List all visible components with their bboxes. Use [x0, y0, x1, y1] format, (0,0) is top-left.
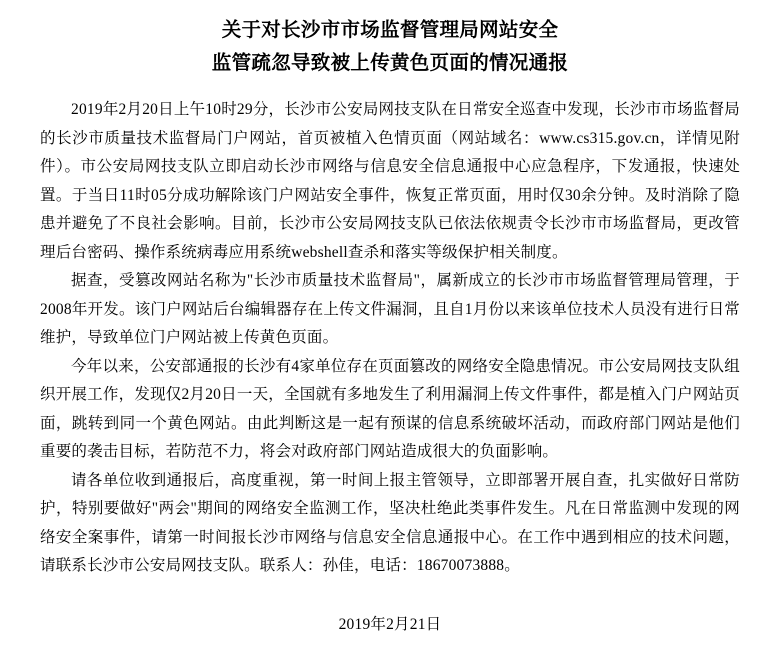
- paragraph-4: 请各单位收到通报后，高度重视，第一时间上报主管领导，立即部署开展自查，扎实做好日常防护，特别要做好"两会"期间的网络安全监测工作，坚决杜绝此类事件发生。凡在日常监测中发现的网络安全案事件，请第一时间报长沙市网络与信息安全信息通报中心。在工作中遇到相应的技术问题，请联系长沙市公安局网技支队。联系人：孙佳，电话：18670073888。: [40, 471, 740, 574]
- paragraph-2: 据查，受篡改网站名称为"长沙市质量技术监督局"，属新成立的长沙市市场监督管理局管理，于2008年开发。该门户网站后台编辑器存在上传文件漏洞，且自1月份以来该单位技术人员没有进行日常维护，导致单位门户网站被上传黄色页面。: [40, 272, 740, 346]
- page-title-line-2: 监管疏忽导致被上传黄色页面的情况通报: [211, 52, 569, 74]
- page-title-line-1: 关于对长沙市市场监督管理局网站安全: [221, 19, 559, 41]
- paragraph-3: 今年以来，公安部通报的长沙有4家单位存在页面篡改的网络安全隐患情况。市公安局网技支队组织开展工作，发现仅2月20日一天，全国就有多地发生了利用漏洞上传文件事件，都是植入门户网站页面，跳转到同一个黄色网站。由此判断这是一起有预谋的信息系统破坏活动，而政府部门网站是他们重要的袭击目标，若防范不力，将会对政府部门网站造成很大的负面影响。: [40, 357, 740, 460]
- document-date: 2019年2月21日: [338, 615, 442, 633]
- paragraph-1: 2019年2月20日上午10时29分，长沙市公安局网技支队在日常安全巡查中发现，长沙市市场监督局的长沙市质量技术监督局门户网站，首页被植入色情页面（网站域名：www.cs315.gov.cn，详情见附件）。市公安局网技支队立即启动长沙市网络与信息安全信息通报中心应急程序，下发通报，快速处置。于当日11时05分成功解除该门户网站安全事件，恢复正常页面，用时仅30余分钟。及时消除了隐患并避免了不良社会影响。目前，长沙市公安局网技支队已依法依规责令长沙市市场监督局，更改管理后台密码、操作系统病毒应用系统webshell查杀和落实等级保护相关制度。: [40, 101, 740, 261]
- page-title: [110, 14, 670, 80]
- document-body: [40, 96, 740, 581]
